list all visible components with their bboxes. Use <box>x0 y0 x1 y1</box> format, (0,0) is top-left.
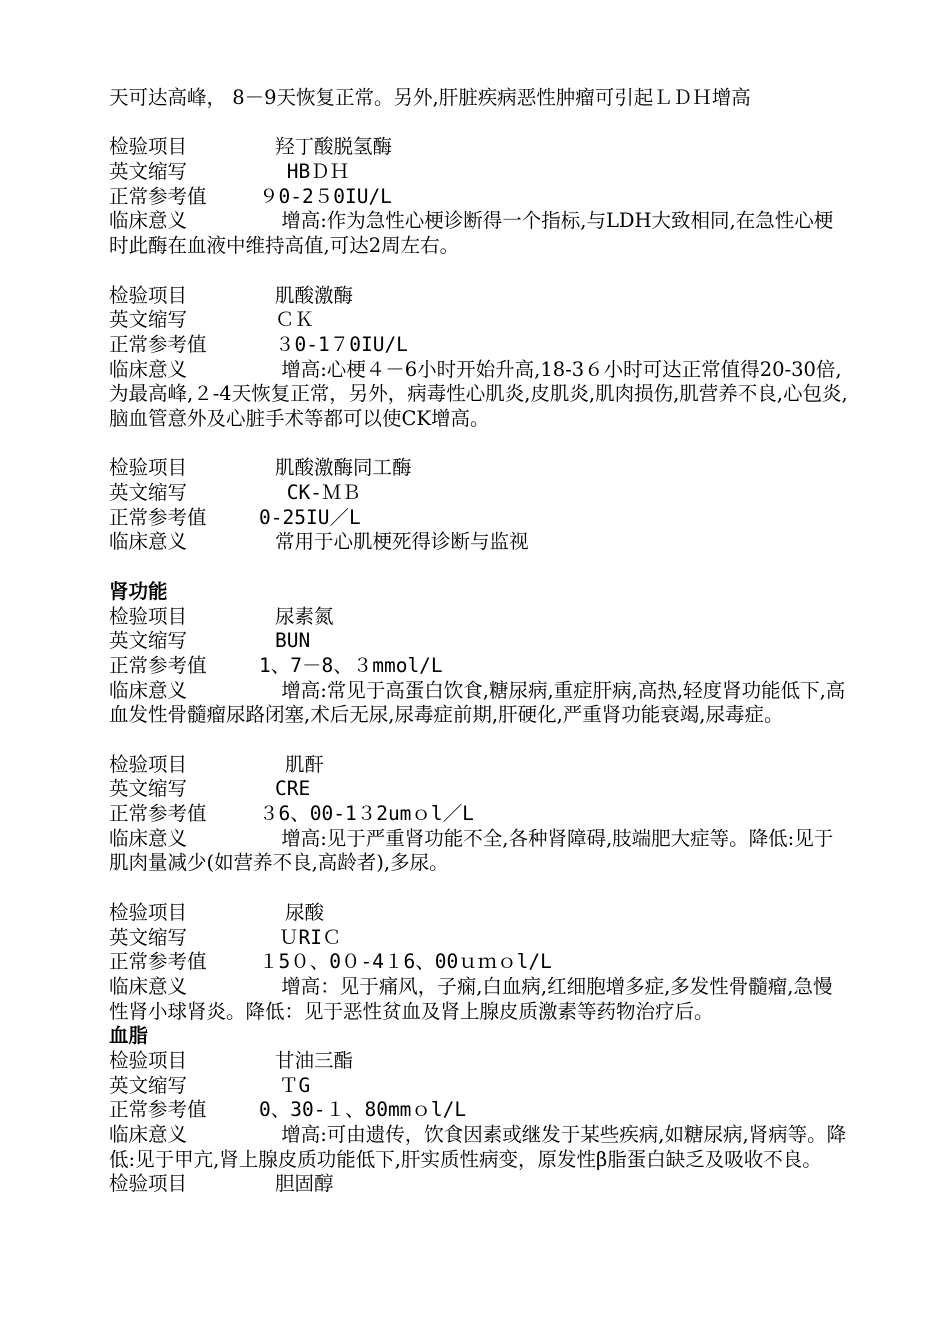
range-label: 正常参考值 <box>109 184 207 208</box>
range-row <box>109 1098 849 1123</box>
meaning-label: 临床意义 <box>109 678 188 702</box>
range-value: ３0-1７0IU/L <box>275 332 408 356</box>
meaning-row <box>109 530 849 555</box>
range-value: ３6、00-1３2umｏl／L <box>259 802 474 826</box>
meaning-block <box>109 358 849 432</box>
item-row <box>109 605 849 630</box>
abbr-row <box>109 160 849 185</box>
abbr-value: HBＤＨ <box>275 160 350 184</box>
spacer <box>109 876 849 901</box>
spacer <box>109 259 849 284</box>
range-value: １5０、0０-4１6、00ｕｍｏl/L <box>259 950 552 974</box>
abbr-value: ＵRIＣ <box>279 925 342 949</box>
item-value: 羟丁酸脱氢酶 <box>275 135 393 159</box>
item-label: 检验项目 <box>109 752 188 776</box>
item-row <box>109 1049 849 1074</box>
meaning-text-cont: 20-30倍,为最高峰,２-4天恢复正常，另外，病毒性心肌炎,皮肌炎,肌肉损伤,肌营养不良,心包炎,脑血管意外及心脏手术等都可以使CK增高。 <box>109 357 848 430</box>
item-row <box>109 901 849 926</box>
range-value: 1、7－8、３mmol/L <box>259 653 443 677</box>
meaning-label: 临床意义 <box>109 357 188 381</box>
range-label: 正常参考值 <box>109 802 207 826</box>
abbr-value: ＴG <box>279 1073 311 1097</box>
abbr-label: 英文缩写 <box>109 925 188 949</box>
range-label: 正常参考值 <box>109 505 207 529</box>
item-label: 检验项目 <box>109 604 188 628</box>
item-value: 尿酸 <box>285 900 325 924</box>
item-value: 肌酸激酶 <box>275 283 354 307</box>
abbr-row <box>109 926 849 951</box>
abbr-value: BUN <box>275 629 311 653</box>
abbr-value: CRE <box>275 777 311 801</box>
meaning-block <box>109 975 849 1024</box>
section-heading-kidney: 肾功能 <box>109 579 168 603</box>
item-label: 检验项目 <box>109 456 188 480</box>
meaning-text: 增高:常见于高蛋白饮食,糖尿病,重症肝病,高热,轻度肾 <box>275 678 742 702</box>
meaning-block <box>109 1123 849 1172</box>
item-value: 甘油三酯 <box>275 1048 354 1072</box>
meaning-text: 增高:见于严重肾功能不全,各种肾障碍,肢端肥大症等。降 <box>275 826 769 850</box>
meaning-text-cont: 低:见于肌肉量减少(如营养不良,高龄者),多尿。 <box>109 826 834 875</box>
range-value: 0-25IU／L <box>259 505 361 529</box>
item-row <box>109 135 849 160</box>
meaning-text-cont: 肾病等。降低:见于甲亢,肾上腺皮质功能低下,肝实质性病变，原发性β脂蛋白缺乏及吸收不良。 <box>109 1123 847 1171</box>
meaning-text-cont: 瘤,急慢性肾小球肾炎。降低：见于恶性贫血及肾上腺皮质激素等药物治疗后。 <box>109 974 833 1023</box>
abbr-label: 英文缩写 <box>109 160 188 184</box>
abbr-value: CK-ＭＢ <box>275 481 361 505</box>
range-row <box>109 802 849 827</box>
abbr-label: 英文缩写 <box>109 777 188 801</box>
meaning-block <box>109 679 849 728</box>
spacer <box>109 432 849 457</box>
item-row <box>109 284 849 309</box>
range-row <box>109 506 849 531</box>
meaning-label: 临床意义 <box>109 826 188 850</box>
spacer <box>109 111 849 136</box>
item-value: 胆固醇 <box>275 1172 334 1196</box>
item-row <box>109 1172 849 1197</box>
item-value: 尿素氮 <box>275 604 334 628</box>
meaning-label: 临床意义 <box>109 974 188 998</box>
item-label: 检验项目 <box>109 283 188 307</box>
meaning-label: 临床意义 <box>109 209 188 233</box>
meaning-text-cont: 功能低下,高血发性骨髓瘤尿路闭塞,术后无尿,尿毒症前期,肝硬化,严重肾功能衰竭,尿毒症。 <box>109 678 846 727</box>
range-label: 正常参考值 <box>109 1098 207 1122</box>
abbr-row <box>109 481 849 506</box>
item-label: 检验项目 <box>109 900 188 924</box>
range-label: 正常参考值 <box>109 332 207 356</box>
abbr-row <box>109 308 849 333</box>
section-heading-lipid: 血脂 <box>109 1024 149 1048</box>
abbr-row <box>109 629 849 654</box>
meaning-text: 增高:心梗４－6小时开始升高,18-3６小时可达正常值得 <box>275 357 760 381</box>
abbr-row <box>109 1074 849 1099</box>
abbr-label: 英文缩写 <box>109 1073 188 1097</box>
item-value: 肌酐 <box>285 752 325 776</box>
meaning-label: 临床意义 <box>109 1123 188 1147</box>
item-label: 检验项目 <box>109 135 188 159</box>
range-label: 正常参考值 <box>109 950 207 974</box>
abbr-label: 英文缩写 <box>109 629 188 653</box>
item-value: 肌酸激酶同工酶 <box>275 456 412 480</box>
meaning-label: 临床意义 <box>109 530 188 554</box>
item-row <box>109 456 849 481</box>
range-label: 正常参考值 <box>109 653 207 677</box>
meaning-text: 增高:作为急性心梗诊断得一个指标,与LDH大致相同,在 <box>275 209 756 233</box>
range-row <box>109 333 849 358</box>
abbr-label: 英文缩写 <box>109 308 188 332</box>
range-value: 0、30-１、80mmｏl/L <box>259 1098 467 1122</box>
range-row <box>109 950 849 975</box>
document-page <box>109 86 849 1197</box>
abbr-row <box>109 777 849 802</box>
spacer <box>109 555 849 580</box>
item-label: 检验项目 <box>109 1172 188 1196</box>
intro-line: 天可达高峰， 8－9天恢复正常。另外,肝脏疾病恶性肿瘤可引起ＬＤＨ增高 <box>109 86 751 109</box>
range-row <box>109 654 849 679</box>
meaning-text: 常用于心肌梗死得诊断与监视 <box>275 530 529 554</box>
abbr-label: 英文缩写 <box>109 481 188 505</box>
meaning-block <box>109 209 849 258</box>
range-row <box>109 185 849 210</box>
item-label: 检验项目 <box>109 1048 188 1072</box>
meaning-text: 增高：见于痛风，子痫,白血病,红细胞增多症,多发性骨髓 <box>275 974 768 998</box>
item-row <box>109 753 849 778</box>
range-value: ９0-2５0IU/L <box>259 184 392 208</box>
meaning-text-cont: 急性心梗时此酶在血液中维持高值,可达2周左右。 <box>109 209 834 258</box>
meaning-text: 增高:可由遗传，饮食因素或继发于某些疾病,如糖尿病, <box>275 1123 749 1147</box>
abbr-value: ＣＫ <box>275 308 315 332</box>
spacer <box>109 728 849 753</box>
meaning-block <box>109 827 849 876</box>
